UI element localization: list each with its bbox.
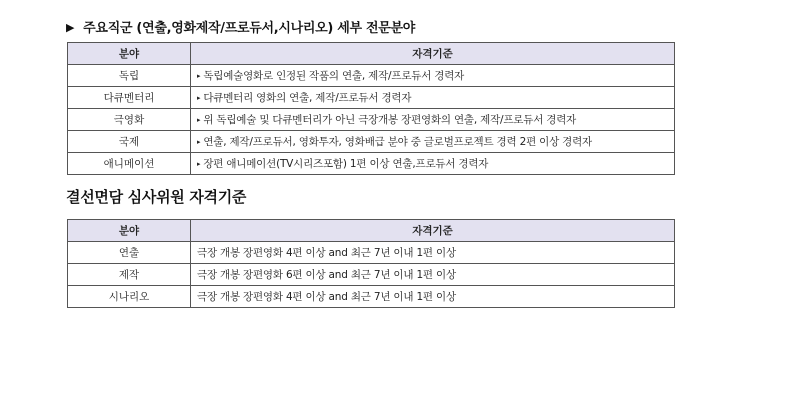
table-row (68, 264, 675, 286)
bullet-icon: ▸ (197, 160, 201, 168)
column-header-requirement: 자격기준 (191, 43, 675, 65)
table-header-row (68, 43, 675, 65)
section1-heading (66, 17, 415, 36)
requirement-text: 다큐멘터리 영화의 연출, 제작/프로듀서 경력자 (203, 92, 412, 104)
table-header-row (68, 220, 675, 242)
requirement-cell: 극장 개봉 장편영화 4편 이상 and 최근 7년 이내 1편 이상 (191, 242, 675, 264)
field-cell: 연출 (68, 242, 191, 264)
section1-heading-text: 주요직군 (연출,영화제작/프로듀서,시나리오) 세부 전문분야 (83, 21, 416, 36)
table-row (68, 109, 675, 131)
triangle-marker-icon: ▶ (66, 21, 75, 34)
requirement-cell (191, 87, 675, 109)
field-cell: 독립 (68, 65, 191, 87)
requirement-cell: 극장 개봉 장편영화 4편 이상 and 최근 7년 이내 1편 이상 (191, 286, 675, 308)
table-row (68, 131, 675, 153)
column-header-requirement: 자격기준 (191, 220, 675, 242)
field-cell: 극영화 (68, 109, 191, 131)
field-cell: 제작 (68, 264, 191, 286)
requirement-text: 장편 애니메이션(TV시리즈포함) 1편 이상 연출,프로듀서 경력자 (203, 158, 489, 170)
table-row (68, 65, 675, 87)
requirement-cell: 극장 개봉 장편영화 6편 이상 and 최근 7년 이내 1편 이상 (191, 264, 675, 286)
specialty-table (67, 42, 675, 175)
requirement-text: 연출, 제작/프로듀서, 영화투자, 영화배급 분야 중 글로벌프로젝트 경력 2편 이상 경력자 (203, 136, 592, 148)
column-header-field: 분야 (68, 220, 191, 242)
field-cell: 애니메이션 (68, 153, 191, 175)
bullet-icon: ▸ (197, 138, 201, 146)
table-row (68, 286, 675, 308)
requirement-text: 독립예술영화로 인정된 작품의 연출, 제작/프로듀서 경력자 (203, 70, 465, 82)
requirement-text: 위 독립예술 및 다큐멘터리가 아닌 극장개봉 장편영화의 연출, 제작/프로듀서 경력자 (203, 114, 577, 126)
bullet-icon: ▸ (197, 94, 201, 102)
requirement-cell (191, 109, 675, 131)
requirement-cell (191, 65, 675, 87)
table-row (68, 87, 675, 109)
field-cell: 다큐멘터리 (68, 87, 191, 109)
requirement-cell (191, 153, 675, 175)
field-cell: 시나리오 (68, 286, 191, 308)
table-row (68, 242, 675, 264)
column-header-field: 분야 (68, 43, 191, 65)
bullet-icon: ▸ (197, 72, 201, 80)
judge-criteria-table (67, 219, 675, 308)
section2-heading: 결선면담 심사위원 자격기준 (66, 188, 247, 206)
bullet-icon: ▸ (197, 116, 201, 124)
table-row (68, 153, 675, 175)
field-cell: 국제 (68, 131, 191, 153)
requirement-cell (191, 131, 675, 153)
